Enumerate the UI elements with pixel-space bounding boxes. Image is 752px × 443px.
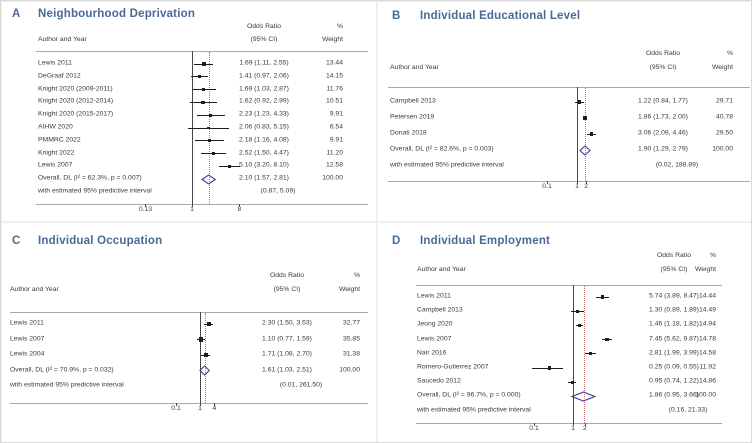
study-or-ci-value: 0.25 (0.09, 0.55) [649,363,699,371]
study-label: Jeong 2020 [417,320,453,328]
point-estimate-marker [601,295,604,298]
overall-label: Overall, DL (I² = 82.6%, p = 0.003) [390,145,494,153]
overall-diamond [199,365,210,376]
overall-weight-value: 100.00 [339,366,360,374]
predictive-interval-label: with estimated 95% predictive interval [38,187,152,195]
col-header-95ci: (95% CI) [660,266,688,273]
point-estimate-marker [578,324,581,327]
study-weight-value: 32.77 [342,319,360,327]
study-weight-value: 35.85 [342,335,360,343]
study-or-ci-value: 1.69 (1.03, 2.87) [239,85,289,93]
overall-estimate-dotted-line [205,313,206,403]
study-weight-value: 40.78 [715,113,733,121]
point-estimate-marker [590,132,594,136]
col-header-percent: % [336,23,343,30]
study-or-ci-value: 1.69 (1.11, 2.55) [239,59,289,67]
study-label: Knight 2020 (2012-2014) [38,97,114,105]
overall-or-ci-value: 1.86 (0.95, 3.66) [649,391,699,399]
panel-title: Neighbourhood Deprivation [38,8,196,20]
study-or-ci-value: 1.10 (0.77, 1.59) [262,335,312,343]
point-estimate-marker [204,353,208,357]
point-estimate-marker [228,165,231,168]
study-label: Lewis 2007 [417,335,452,343]
study-weight-value: 31.38 [342,350,360,358]
panel-title: Individual Educational Level [420,10,581,22]
x-axis-tick-label: 1 [575,183,579,190]
study-label: Lewis 2011 [10,319,44,327]
point-estimate-marker [207,127,210,130]
point-estimate-marker [571,381,574,384]
point-estimate-marker [208,139,211,142]
panel-a [1,1,377,222]
study-or-ci-value: 1.46 (1.18, 1.82) [649,320,699,328]
study-weight-value: 14.49 [698,306,716,314]
study-or-ci-value: 7.45 (5.62, 9.87) [649,335,699,343]
axis-rule [416,423,722,424]
study-or-ci-value: 5.10 (3.20, 8.10) [239,161,289,169]
study-weight-value: 9.91 [329,110,343,118]
study-or-ci-value: 1.30 (0.89, 1.89) [649,306,699,314]
panel-letter: D [392,235,401,247]
col-header-odds-ratio: Odds Ratio [656,252,692,259]
study-weight-value: 9.91 [329,136,343,144]
study-or-ci-value: 1.71 (1.08, 2.70) [262,350,312,358]
study-label: Campbell 2013 [417,306,463,314]
predictive-interval-value: (0.02, 188.89) [655,161,699,169]
overall-or-ci-value: 2.10 (1.57, 2.81) [239,174,289,182]
study-or-ci-value: 5.74 (3.89, 8.47) [649,292,699,300]
overall-estimate-dotted-line [585,88,586,181]
col-header-95ci: (95% CI) [273,286,301,293]
study-weight-value: 12.58 [325,161,343,169]
point-estimate-marker [583,116,587,120]
x-axis-tick-label: 4 [212,405,217,412]
panel-letter: B [392,10,401,22]
predictive-interval-value: (0.87, 5.09) [260,187,296,195]
panel-letter: C [12,235,21,247]
study-label: Saucedo 2012 [417,377,461,385]
study-weight-value: 11.76 [326,85,343,93]
study-weight-value: 14.94 [698,320,716,328]
overall-or-ci-value: 1.61 (1.03, 2.51) [262,366,312,374]
study-or-ci-value: 2.30 (1.50, 3.53) [262,319,312,327]
col-header-weight: Weight [338,286,360,293]
point-estimate-marker [202,62,205,65]
study-weight-value: 14.44 [698,292,716,300]
point-estimate-marker [201,101,204,104]
study-or-ci-value: 2.81 (1.99, 3.99) [649,349,699,357]
study-or-ci-value: 0.95 (0.74, 1.22) [649,377,699,385]
study-or-ci-value: 2.23 (1.23, 4.33) [239,110,289,118]
predictive-interval-label: with estimated 95% predictive interval [10,381,124,389]
study-label: Campbell 2013 [390,97,436,105]
x-axis-tick-label: 1 [190,206,194,213]
point-estimate-marker [199,337,203,341]
point-estimate-marker [576,310,579,313]
col-header-percent: % [709,252,716,259]
overall-label: Overall, DL (I² = 96.7%, p = 0.000) [417,391,521,399]
x-axis-tick-label: 1 [198,405,202,412]
study-weight-value: 29.50 [715,129,733,137]
overall-diamond [201,174,216,185]
study-weight-value: 29.71 [715,97,733,105]
header-rule [10,312,368,313]
study-label: DeGraaf 2012 [38,72,81,80]
study-label: Knight 2020 (2009-2011) [38,85,113,93]
study-or-ci-value: 3.06 (2.09, 4.46) [638,129,688,137]
point-estimate-marker [605,338,608,341]
header-rule [36,51,368,52]
null-effect-line [200,312,201,403]
study-label: Donati 2018 [390,129,427,137]
x-axis-tick-label: 2 [584,183,588,190]
col-header-weight: Weight [694,266,716,273]
predictive-interval-label: with estimated 95% predictive interval [390,161,504,169]
study-weight-value: 11.20 [326,149,343,157]
x-axis-tick-label: 0.13 [138,206,153,213]
study-or-ci-value: 2.18 (1.16, 4.08) [239,136,289,144]
axis-rule [36,204,368,205]
panel-title: Individual Employment [420,235,551,247]
col-header-weight: Weight [711,64,733,71]
point-estimate-marker [548,366,551,369]
point-estimate-marker [212,152,215,155]
x-axis-tick-label: 1 [571,425,575,432]
study-weight-value: 13.44 [325,59,343,67]
col-header-odds-ratio: Odds Ratio [269,272,305,279]
col-header-95ci: (95% CI) [649,64,677,71]
header-rule [388,87,750,88]
study-or-ci-value: 1.62 (0.92, 2.99) [239,97,289,105]
col-header-author-year: Author and Year [417,266,466,273]
col-header-author-year: Author and Year [390,64,439,71]
study-label: Knight 2022 [38,149,75,157]
study-or-ci-value: 2.06 (0.83, 5.15) [239,123,289,131]
panel-letter: A [12,8,21,20]
predictive-interval-value: (0.01, 261.50) [279,381,323,389]
point-estimate-marker [589,352,592,355]
point-estimate-marker [198,75,201,78]
study-or-ci-value: 1.22 (0.84, 1.77) [638,97,688,105]
col-header-odds-ratio: Odds Ratio [645,50,681,57]
col-header-author-year: Author and Year [38,36,87,43]
study-label: Lewis 2004 [10,350,45,358]
overall-diamond [579,145,591,156]
study-weight-value: 14.86 [698,377,716,385]
predictive-interval-value: (0.16, 21.33) [668,406,708,414]
axis-rule [388,181,750,182]
study-label: Lewis 2007 [10,335,45,343]
overall-label: Overall, DL (I² = 70.9%, p = 0.032) [10,366,114,374]
null-effect-line [573,285,574,423]
x-axis-tick-label: 0.1 [542,183,552,190]
study-weight-value: 14.15 [325,72,343,80]
predictive-interval-label: with estimated 95% predictive interval [417,406,531,414]
study-label: Nair 2016 [417,349,447,357]
overall-diamond [571,391,596,402]
study-label: Knight 2020 (2015-2017) [38,110,114,118]
point-estimate-marker [202,88,205,91]
panel-b [377,1,752,222]
axis-rule [10,403,368,404]
col-header-percent: % [726,50,733,57]
x-axis-tick-label: 8 [237,206,242,213]
study-or-ci-value: 1.86 (1.73, 2.00) [638,113,688,121]
overall-label: Overall, DL (I² = 62.3%, p = 0.007) [38,174,142,182]
x-axis-tick-label: 2 [582,425,587,432]
study-or-ci-value: 1.41 (0.97, 2.06) [239,72,289,80]
panel-title: Individual Occupation [38,235,163,247]
study-label: PMMRC 2022 [38,136,81,144]
study-weight-value: 11.92 [699,363,716,371]
point-estimate-marker [209,114,212,117]
point-estimate-marker [578,100,582,104]
overall-weight-value: 100.00 [712,145,733,153]
col-header-odds-ratio: Odds Ratio [246,23,282,30]
overall-estimate-dotted-line [584,286,585,423]
overall-weight-value: 100.00 [322,174,343,182]
study-label: Lewis 2011 [38,59,72,67]
study-label: Romero-Gutierrez 2007 [417,363,489,371]
panel-c [1,222,377,443]
overall-weight-value: 100.00 [695,391,716,399]
study-weight-value: 14.78 [698,335,716,343]
col-header-percent: % [353,272,360,279]
study-label: AIHW 2020 [38,123,73,131]
point-estimate-marker [207,322,211,326]
study-weight-value: 6.54 [329,123,343,131]
x-axis-tick-label: 0.1 [171,405,181,412]
header-rule [416,285,722,286]
col-header-weight: Weight [321,36,343,43]
study-label: Lewis 2011 [417,292,451,300]
study-label: Petersen 2019 [390,113,435,121]
overall-or-ci-value: 1.90 (1.29, 2.79) [638,145,688,153]
study-or-ci-value: 2.52 (1.50, 4.47) [239,149,289,157]
x-axis-tick-label: 0.1 [529,425,539,432]
col-header-95ci: (95% CI) [250,36,278,43]
study-label: Lewis 2007 [38,161,73,169]
study-weight-value: 10.51 [325,97,343,105]
study-weight-value: 14.58 [698,349,716,357]
panel-d [377,222,752,443]
col-header-author-year: Author and Year [10,286,59,293]
